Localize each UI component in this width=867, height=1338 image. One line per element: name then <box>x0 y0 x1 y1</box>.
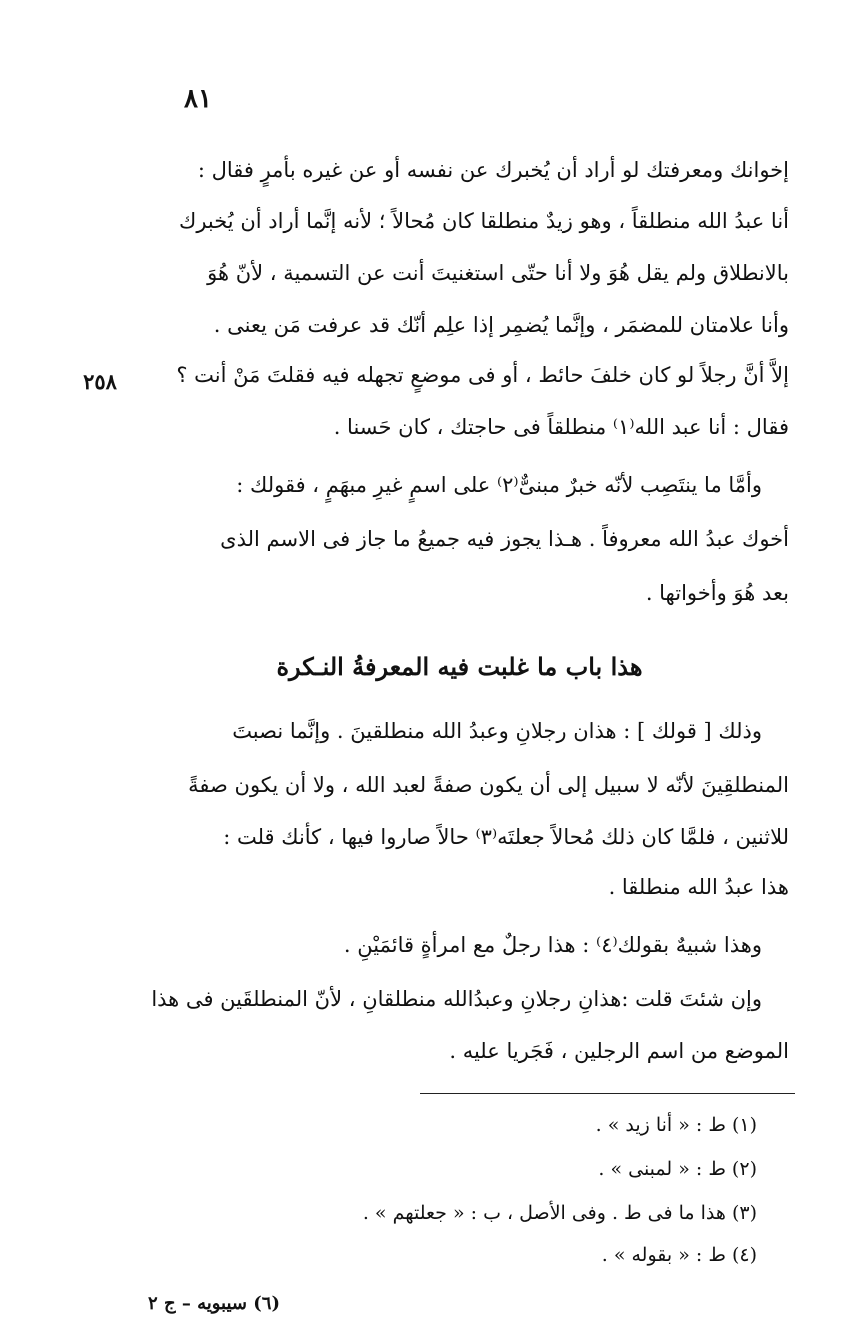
paragraph-line: وإن شئتَ قلت :هذانِ رجلانِ وعبدُالله منطلقانِ ، لأنّ المنطلقَين فى هذا <box>151 987 762 1011</box>
page-number: ٨١ <box>184 84 212 114</box>
footnote: (٢) ط : « لمبنى » . <box>598 1158 757 1180</box>
paragraph-line: هذا عبدُ الله منطلقا . <box>608 875 789 899</box>
paragraph-line: أنا عبدُ الله منطلقاً ، وهو زيدٌ منطلقا كان مُحالاً ؛ لأنه إنَّما أراد أن يُخبرك <box>179 209 789 233</box>
footnote: (١) ط : « أنا زيد » . <box>595 1114 757 1136</box>
paragraph-line: بعد هُوَ وأخواتها . <box>645 581 789 605</box>
footnote: (٣) هذا ما فى ط . وفى الأصل ، ب : « جعلتهم » . <box>362 1202 757 1224</box>
paragraph-line: فقال : أنا عبد الله⁽١⁾ منطلقاً فى حاجتك ، كان حَسنا . <box>333 415 789 439</box>
paragraph-line: الموضع من اسم الرجلين ، فَجَريا عليه . <box>449 1039 789 1063</box>
paragraph-line: وهذا شبيهٌ بقولك⁽٤⁾ : هذا رجلٌ مع امرأةٍ قائمَيْنِ . <box>343 933 762 957</box>
chapter-heading: هذا باب ما غلبت فيه المعرفةُ النـكرة <box>276 652 643 681</box>
paragraph-line: المنطلقِينَ لأنّه لا سبيل إلى أن يكون صفةً لعبد الله ، ولا أن يكون صفةً <box>188 773 789 797</box>
paragraph-line: وأمَّا ما ينتَصِب لأنّه خبرٌ مبنىٌّ⁽٢⁾ على اسمٍ غيرِ مبهَمٍ ، فقولك : <box>236 473 762 497</box>
paragraph-line: للاثنين ، فلمَّا كان ذلك مُحالاً جعلتَه⁽٣⁾ حالاً صاروا فيها ، كأنك قلت : <box>223 825 789 849</box>
paragraph-line: وذلك [ قولك ] : هذان رجلانِ وعبدُ الله منطلقينَ . وإنَّما نصبتَ <box>232 719 762 743</box>
footnote-separator <box>420 1093 795 1094</box>
paragraph-line: إلاَّ أنَّ رجلاً لو كان خلفَ حائط ، أو فى موضعٍ تجهله فيه فقلتَ مَنْ أنت ؟ <box>176 363 789 387</box>
paragraph-line: إخوانك ومعرفتك لو أراد أن يُخبرك عن نفسه أو عن غيره بأمرٍ فقال : <box>197 158 789 182</box>
paragraph-line: أخوك عبدُ الله معروفاً . هـذا يجوز فيه جميعُ ما جاز فى الاسم الذى <box>220 527 789 551</box>
paragraph-line: بالانطلاق ولم يقل هُوَ ولا أنا حتّى استغنيتَ أنت عن التسمية ، لأنّ هُوَ <box>207 261 789 285</box>
margin-reference-number: ٢٥٨ <box>83 369 117 394</box>
printer-signature: (٦) سيبويه – ج ٢ <box>148 1293 280 1314</box>
footnote: (٤) ط : « بقوله » . <box>601 1244 757 1266</box>
paragraph-line: وأنا علامتان للمضمَر ، وإنَّما يُضمِر إذا علِم أنّك قد عرفت مَن يعنى . <box>213 313 789 337</box>
